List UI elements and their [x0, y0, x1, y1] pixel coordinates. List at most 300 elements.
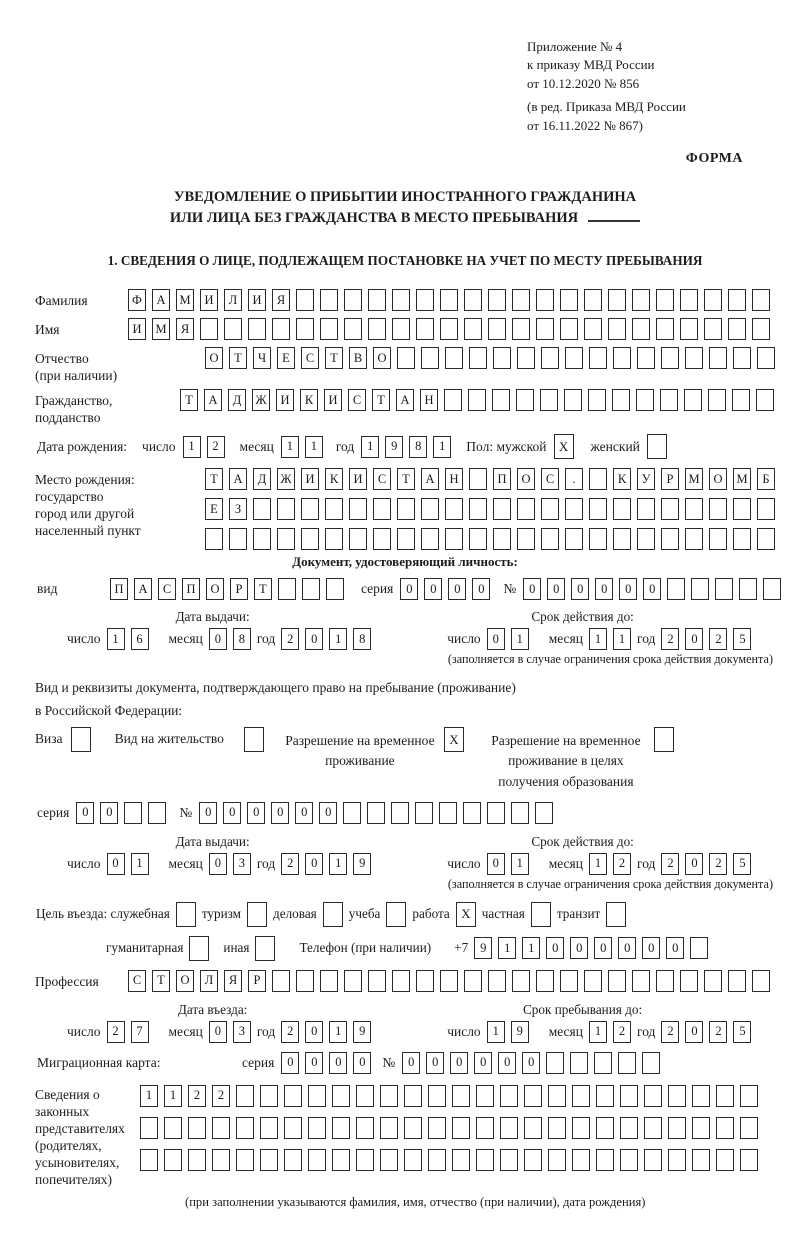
char-cell[interactable]	[661, 528, 679, 550]
char-cell[interactable]	[512, 970, 530, 992]
char-cell[interactable]: И	[200, 289, 218, 311]
char-cell[interactable]: 2	[281, 628, 299, 650]
char-cell[interactable]: Ч	[253, 347, 271, 369]
char-cell[interactable]	[488, 970, 506, 992]
char-cell[interactable]: 0	[594, 937, 612, 959]
purpose-private-checkbox[interactable]	[531, 902, 551, 927]
char-cell[interactable]	[469, 528, 487, 550]
char-cell[interactable]	[140, 1117, 158, 1139]
char-cell[interactable]	[716, 1117, 734, 1139]
char-cell[interactable]	[589, 498, 607, 520]
char-cell[interactable]: 0	[643, 578, 661, 600]
char-cell[interactable]	[541, 528, 559, 550]
char-cell[interactable]: 2	[207, 436, 225, 458]
migration-series-cells[interactable]	[281, 1052, 371, 1074]
char-cell[interactable]	[570, 1052, 588, 1074]
char-cell[interactable]	[589, 347, 607, 369]
doc-series-cells[interactable]	[400, 578, 490, 600]
purpose-work-checkbox[interactable]	[456, 902, 476, 927]
char-cell[interactable]	[685, 528, 703, 550]
char-cell[interactable]: X	[444, 727, 464, 752]
char-cell[interactable]: 2	[188, 1085, 206, 1107]
char-cell[interactable]	[236, 1149, 254, 1171]
char-cell[interactable]	[284, 1085, 302, 1107]
purpose-commercial-checkbox[interactable]	[323, 902, 343, 927]
purpose-tourism-checkbox[interactable]	[247, 902, 267, 927]
char-cell[interactable]: 0	[571, 578, 589, 600]
char-cell[interactable]	[320, 970, 338, 992]
char-cell[interactable]	[668, 1085, 686, 1107]
char-cell[interactable]	[493, 528, 511, 550]
char-cell[interactable]	[308, 1149, 326, 1171]
char-cell[interactable]	[272, 318, 290, 340]
char-cell[interactable]	[656, 289, 674, 311]
char-cell[interactable]	[752, 970, 770, 992]
purpose-transit-checkbox[interactable]	[606, 902, 626, 927]
char-cell[interactable]: 0	[319, 802, 337, 824]
char-cell[interactable]	[709, 528, 727, 550]
char-cell[interactable]: К	[613, 468, 631, 490]
char-cell[interactable]	[320, 318, 338, 340]
char-cell[interactable]: Ф	[128, 289, 146, 311]
char-cell[interactable]	[656, 970, 674, 992]
char-cell[interactable]: 0	[546, 937, 564, 959]
char-cell[interactable]	[212, 1117, 230, 1139]
char-cell[interactable]	[740, 1149, 758, 1171]
char-cell[interactable]	[488, 318, 506, 340]
char-cell[interactable]	[613, 347, 631, 369]
doc-issue-month[interactable]	[209, 628, 251, 650]
char-cell[interactable]: Е	[205, 498, 223, 520]
char-cell[interactable]	[164, 1149, 182, 1171]
char-cell[interactable]: В	[349, 347, 367, 369]
char-cell[interactable]: 2	[709, 628, 727, 650]
char-cell[interactable]: Д	[228, 389, 246, 411]
char-cell[interactable]	[613, 498, 631, 520]
char-cell[interactable]	[344, 970, 362, 992]
char-cell[interactable]	[397, 498, 415, 520]
char-cell[interactable]: И	[301, 468, 319, 490]
char-cell[interactable]	[296, 318, 314, 340]
char-cell[interactable]	[647, 434, 667, 459]
purpose-business-checkbox[interactable]	[176, 902, 196, 927]
residence-issue-year[interactable]	[281, 853, 371, 875]
char-cell[interactable]: И	[248, 289, 266, 311]
char-cell[interactable]	[476, 1085, 494, 1107]
residence-expiry-day[interactable]	[487, 853, 529, 875]
char-cell[interactable]	[660, 389, 678, 411]
char-cell[interactable]	[656, 318, 674, 340]
char-cell[interactable]: О	[373, 347, 391, 369]
char-cell[interactable]	[325, 528, 343, 550]
char-cell[interactable]	[469, 498, 487, 520]
birthplace-cells-3[interactable]	[205, 528, 775, 550]
char-cell[interactable]: А	[204, 389, 222, 411]
char-cell[interactable]	[440, 318, 458, 340]
char-cell[interactable]: 1	[183, 436, 201, 458]
char-cell[interactable]: 6	[131, 628, 149, 650]
char-cell[interactable]	[612, 389, 630, 411]
char-cell[interactable]	[464, 318, 482, 340]
char-cell[interactable]	[140, 1149, 158, 1171]
char-cell[interactable]: И	[128, 318, 146, 340]
char-cell[interactable]: 1	[131, 853, 149, 875]
char-cell[interactable]: 0	[209, 853, 227, 875]
char-cell[interactable]: 2	[709, 853, 727, 875]
option-residence-permit[interactable]	[115, 727, 264, 752]
char-cell[interactable]: Ж	[277, 468, 295, 490]
char-cell[interactable]	[224, 318, 242, 340]
char-cell[interactable]: С	[128, 970, 146, 992]
char-cell[interactable]: X	[554, 434, 574, 459]
char-cell[interactable]	[176, 902, 196, 927]
firstname-cells[interactable]	[128, 318, 770, 340]
char-cell[interactable]	[541, 347, 559, 369]
char-cell[interactable]: 0	[402, 1052, 420, 1074]
residence-series-cells[interactable]	[76, 802, 166, 824]
char-cell[interactable]	[560, 318, 578, 340]
char-cell[interactable]: 0	[474, 1052, 492, 1074]
char-cell[interactable]	[386, 902, 406, 927]
char-cell[interactable]: Я	[272, 289, 290, 311]
char-cell[interactable]: 1	[361, 436, 379, 458]
char-cell[interactable]: 0	[450, 1052, 468, 1074]
char-cell[interactable]	[517, 528, 535, 550]
char-cell[interactable]: Т	[180, 389, 198, 411]
char-cell[interactable]: М	[685, 468, 703, 490]
char-cell[interactable]: А	[396, 389, 414, 411]
char-cell[interactable]: Е	[277, 347, 295, 369]
char-cell[interactable]	[763, 578, 781, 600]
char-cell[interactable]	[277, 498, 295, 520]
option-temp-residence[interactable]	[284, 727, 464, 772]
char-cell[interactable]	[680, 318, 698, 340]
char-cell[interactable]: 0	[547, 578, 565, 600]
char-cell[interactable]	[620, 1085, 638, 1107]
char-cell[interactable]: 5	[733, 628, 751, 650]
char-cell[interactable]	[356, 1149, 374, 1171]
char-cell[interactable]	[668, 1149, 686, 1171]
char-cell[interactable]	[608, 970, 626, 992]
char-cell[interactable]: Т	[397, 468, 415, 490]
char-cell[interactable]	[368, 970, 386, 992]
char-cell[interactable]	[752, 289, 770, 311]
char-cell[interactable]	[397, 347, 415, 369]
char-cell[interactable]	[469, 468, 487, 490]
char-cell[interactable]: 0	[618, 937, 636, 959]
char-cell[interactable]	[452, 1117, 470, 1139]
char-cell[interactable]	[740, 1117, 758, 1139]
char-cell[interactable]	[546, 1052, 564, 1074]
char-cell[interactable]	[632, 289, 650, 311]
char-cell[interactable]	[416, 289, 434, 311]
char-cell[interactable]: 0	[305, 1052, 323, 1074]
representatives-cells-3[interactable]	[140, 1149, 758, 1171]
char-cell[interactable]	[428, 1149, 446, 1171]
char-cell[interactable]: Р	[661, 468, 679, 490]
char-cell[interactable]	[680, 289, 698, 311]
char-cell[interactable]	[606, 902, 626, 927]
char-cell[interactable]	[500, 1085, 518, 1107]
char-cell[interactable]	[278, 578, 296, 600]
char-cell[interactable]: З	[229, 498, 247, 520]
doc-issue-day[interactable]	[107, 628, 149, 650]
char-cell[interactable]: 9	[353, 1021, 371, 1043]
char-cell[interactable]	[428, 1085, 446, 1107]
char-cell[interactable]	[548, 1149, 566, 1171]
char-cell[interactable]	[716, 1085, 734, 1107]
char-cell[interactable]: Л	[200, 970, 218, 992]
representatives-cells-1[interactable]	[140, 1085, 758, 1107]
char-cell[interactable]: О	[709, 468, 727, 490]
char-cell[interactable]	[392, 318, 410, 340]
char-cell[interactable]: Я	[176, 318, 194, 340]
char-cell[interactable]	[500, 1117, 518, 1139]
char-cell[interactable]: 0	[100, 802, 118, 824]
char-cell[interactable]	[440, 289, 458, 311]
char-cell[interactable]	[416, 970, 434, 992]
char-cell[interactable]	[421, 347, 439, 369]
char-cell[interactable]: С	[541, 468, 559, 490]
char-cell[interactable]	[517, 498, 535, 520]
char-cell[interactable]	[272, 970, 290, 992]
char-cell[interactable]	[691, 578, 709, 600]
char-cell[interactable]: И	[324, 389, 342, 411]
char-cell[interactable]	[301, 498, 319, 520]
char-cell[interactable]: 1	[589, 853, 607, 875]
char-cell[interactable]	[584, 318, 602, 340]
char-cell[interactable]	[439, 802, 457, 824]
char-cell[interactable]: 1	[281, 436, 299, 458]
char-cell[interactable]	[373, 498, 391, 520]
char-cell[interactable]	[728, 318, 746, 340]
char-cell[interactable]	[589, 468, 607, 490]
char-cell[interactable]: П	[110, 578, 128, 600]
char-cell[interactable]: 5	[733, 853, 751, 875]
char-cell[interactable]: 0	[199, 802, 217, 824]
char-cell[interactable]	[260, 1117, 278, 1139]
char-cell[interactable]	[512, 318, 530, 340]
char-cell[interactable]	[323, 902, 343, 927]
char-cell[interactable]	[260, 1085, 278, 1107]
char-cell[interactable]	[200, 318, 218, 340]
birth-day-cells[interactable]	[183, 436, 225, 458]
char-cell[interactable]: 0	[666, 937, 684, 959]
char-cell[interactable]	[560, 970, 578, 992]
char-cell[interactable]	[492, 389, 510, 411]
char-cell[interactable]	[308, 1117, 326, 1139]
char-cell[interactable]	[733, 347, 751, 369]
char-cell[interactable]: И	[276, 389, 294, 411]
char-cell[interactable]	[728, 970, 746, 992]
char-cell[interactable]: О	[517, 468, 535, 490]
char-cell[interactable]: А	[152, 289, 170, 311]
char-cell[interactable]	[596, 1117, 614, 1139]
char-cell[interactable]	[164, 1117, 182, 1139]
char-cell[interactable]: 9	[511, 1021, 529, 1043]
char-cell[interactable]: 0	[209, 1021, 227, 1043]
visa-checkbox[interactable]	[71, 727, 91, 752]
char-cell[interactable]	[524, 1085, 542, 1107]
char-cell[interactable]	[255, 936, 275, 961]
char-cell[interactable]: 0	[400, 578, 418, 600]
char-cell[interactable]: 1	[498, 937, 516, 959]
char-cell[interactable]	[757, 347, 775, 369]
char-cell[interactable]: С	[158, 578, 176, 600]
char-cell[interactable]	[349, 528, 367, 550]
residence-expiry-month[interactable]	[589, 853, 631, 875]
char-cell[interactable]	[692, 1149, 710, 1171]
char-cell[interactable]	[632, 318, 650, 340]
purpose-study-checkbox[interactable]	[386, 902, 406, 927]
birth-month-cells[interactable]	[281, 436, 323, 458]
char-cell[interactable]: 0	[487, 628, 505, 650]
char-cell[interactable]: 0	[487, 853, 505, 875]
char-cell[interactable]	[668, 1117, 686, 1139]
char-cell[interactable]	[349, 498, 367, 520]
char-cell[interactable]	[284, 1149, 302, 1171]
char-cell[interactable]	[487, 802, 505, 824]
char-cell[interactable]: Н	[445, 468, 463, 490]
sex-male-checkbox[interactable]	[554, 434, 574, 459]
char-cell[interactable]: 1	[305, 436, 323, 458]
char-cell[interactable]: 2	[613, 853, 631, 875]
char-cell[interactable]: 0	[305, 628, 323, 650]
char-cell[interactable]: Б	[757, 468, 775, 490]
char-cell[interactable]	[493, 347, 511, 369]
char-cell[interactable]: 1	[522, 937, 540, 959]
char-cell[interactable]: 3	[233, 853, 251, 875]
char-cell[interactable]: Д	[253, 468, 271, 490]
char-cell[interactable]	[464, 289, 482, 311]
char-cell[interactable]	[588, 389, 606, 411]
char-cell[interactable]	[517, 347, 535, 369]
char-cell[interactable]: 1	[107, 628, 125, 650]
char-cell[interactable]	[212, 1149, 230, 1171]
char-cell[interactable]: 0	[424, 578, 442, 600]
char-cell[interactable]	[277, 528, 295, 550]
char-cell[interactable]	[524, 1117, 542, 1139]
char-cell[interactable]: 0	[209, 628, 227, 650]
purpose-other-checkbox[interactable]	[255, 936, 275, 961]
char-cell[interactable]: А	[134, 578, 152, 600]
char-cell[interactable]	[452, 1149, 470, 1171]
char-cell[interactable]	[536, 289, 554, 311]
char-cell[interactable]	[690, 937, 708, 959]
char-cell[interactable]	[236, 1085, 254, 1107]
char-cell[interactable]	[739, 578, 757, 600]
char-cell[interactable]: 0	[107, 853, 125, 875]
char-cell[interactable]: 2	[661, 628, 679, 650]
char-cell[interactable]: К	[325, 468, 343, 490]
char-cell[interactable]	[637, 498, 655, 520]
char-cell[interactable]	[500, 1149, 518, 1171]
char-cell[interactable]	[205, 528, 223, 550]
char-cell[interactable]	[548, 1117, 566, 1139]
char-cell[interactable]	[596, 1085, 614, 1107]
char-cell[interactable]: А	[229, 468, 247, 490]
representatives-cells-2[interactable]	[140, 1117, 758, 1139]
char-cell[interactable]	[248, 318, 266, 340]
char-cell[interactable]	[373, 528, 391, 550]
char-cell[interactable]	[301, 528, 319, 550]
char-cell[interactable]	[392, 970, 410, 992]
char-cell[interactable]: 0	[281, 1052, 299, 1074]
char-cell[interactable]	[296, 970, 314, 992]
char-cell[interactable]: Т	[254, 578, 272, 600]
char-cell[interactable]: М	[176, 289, 194, 311]
char-cell[interactable]: 3	[233, 1021, 251, 1043]
char-cell[interactable]	[416, 318, 434, 340]
temp-residence-education-checkbox[interactable]	[654, 727, 674, 752]
char-cell[interactable]	[404, 1149, 422, 1171]
char-cell[interactable]: 1	[329, 628, 347, 650]
char-cell[interactable]	[244, 727, 264, 752]
char-cell[interactable]	[642, 1052, 660, 1074]
char-cell[interactable]	[757, 528, 775, 550]
char-cell[interactable]: 2	[613, 1021, 631, 1043]
char-cell[interactable]	[445, 347, 463, 369]
doc-kind-cells[interactable]	[110, 578, 344, 600]
doc-number-cells[interactable]	[523, 578, 781, 600]
char-cell[interactable]: Ж	[252, 389, 270, 411]
char-cell[interactable]	[236, 1117, 254, 1139]
char-cell[interactable]	[404, 1085, 422, 1107]
residence-issue-month[interactable]	[209, 853, 251, 875]
char-cell[interactable]: Т	[205, 468, 223, 490]
char-cell[interactable]	[704, 318, 722, 340]
char-cell[interactable]	[124, 802, 142, 824]
char-cell[interactable]: 0	[685, 1021, 703, 1043]
char-cell[interactable]	[540, 389, 558, 411]
char-cell[interactable]: 0	[619, 578, 637, 600]
char-cell[interactable]	[332, 1149, 350, 1171]
char-cell[interactable]	[572, 1149, 590, 1171]
char-cell[interactable]	[302, 578, 320, 600]
char-cell[interactable]: 1	[329, 853, 347, 875]
char-cell[interactable]	[440, 970, 458, 992]
char-cell[interactable]	[565, 498, 583, 520]
char-cell[interactable]	[421, 528, 439, 550]
char-cell[interactable]	[71, 727, 91, 752]
doc-expiry-month[interactable]	[589, 628, 631, 650]
char-cell[interactable]	[421, 498, 439, 520]
char-cell[interactable]: Т	[229, 347, 247, 369]
char-cell[interactable]	[709, 347, 727, 369]
char-cell[interactable]	[636, 389, 654, 411]
char-cell[interactable]	[618, 1052, 636, 1074]
char-cell[interactable]	[757, 498, 775, 520]
char-cell[interactable]: П	[493, 468, 511, 490]
char-cell[interactable]	[756, 389, 774, 411]
char-cell[interactable]	[344, 318, 362, 340]
char-cell[interactable]	[704, 970, 722, 992]
char-cell[interactable]	[326, 578, 344, 600]
char-cell[interactable]: 0	[595, 578, 613, 600]
birth-year-cells[interactable]	[361, 436, 451, 458]
char-cell[interactable]	[368, 289, 386, 311]
char-cell[interactable]	[584, 970, 602, 992]
char-cell[interactable]	[260, 1149, 278, 1171]
char-cell[interactable]: 2	[281, 853, 299, 875]
char-cell[interactable]	[445, 498, 463, 520]
residence-number-cells[interactable]	[199, 802, 553, 824]
char-cell[interactable]	[468, 389, 486, 411]
char-cell[interactable]	[325, 498, 343, 520]
char-cell[interactable]	[560, 289, 578, 311]
char-cell[interactable]	[564, 389, 582, 411]
char-cell[interactable]	[296, 289, 314, 311]
